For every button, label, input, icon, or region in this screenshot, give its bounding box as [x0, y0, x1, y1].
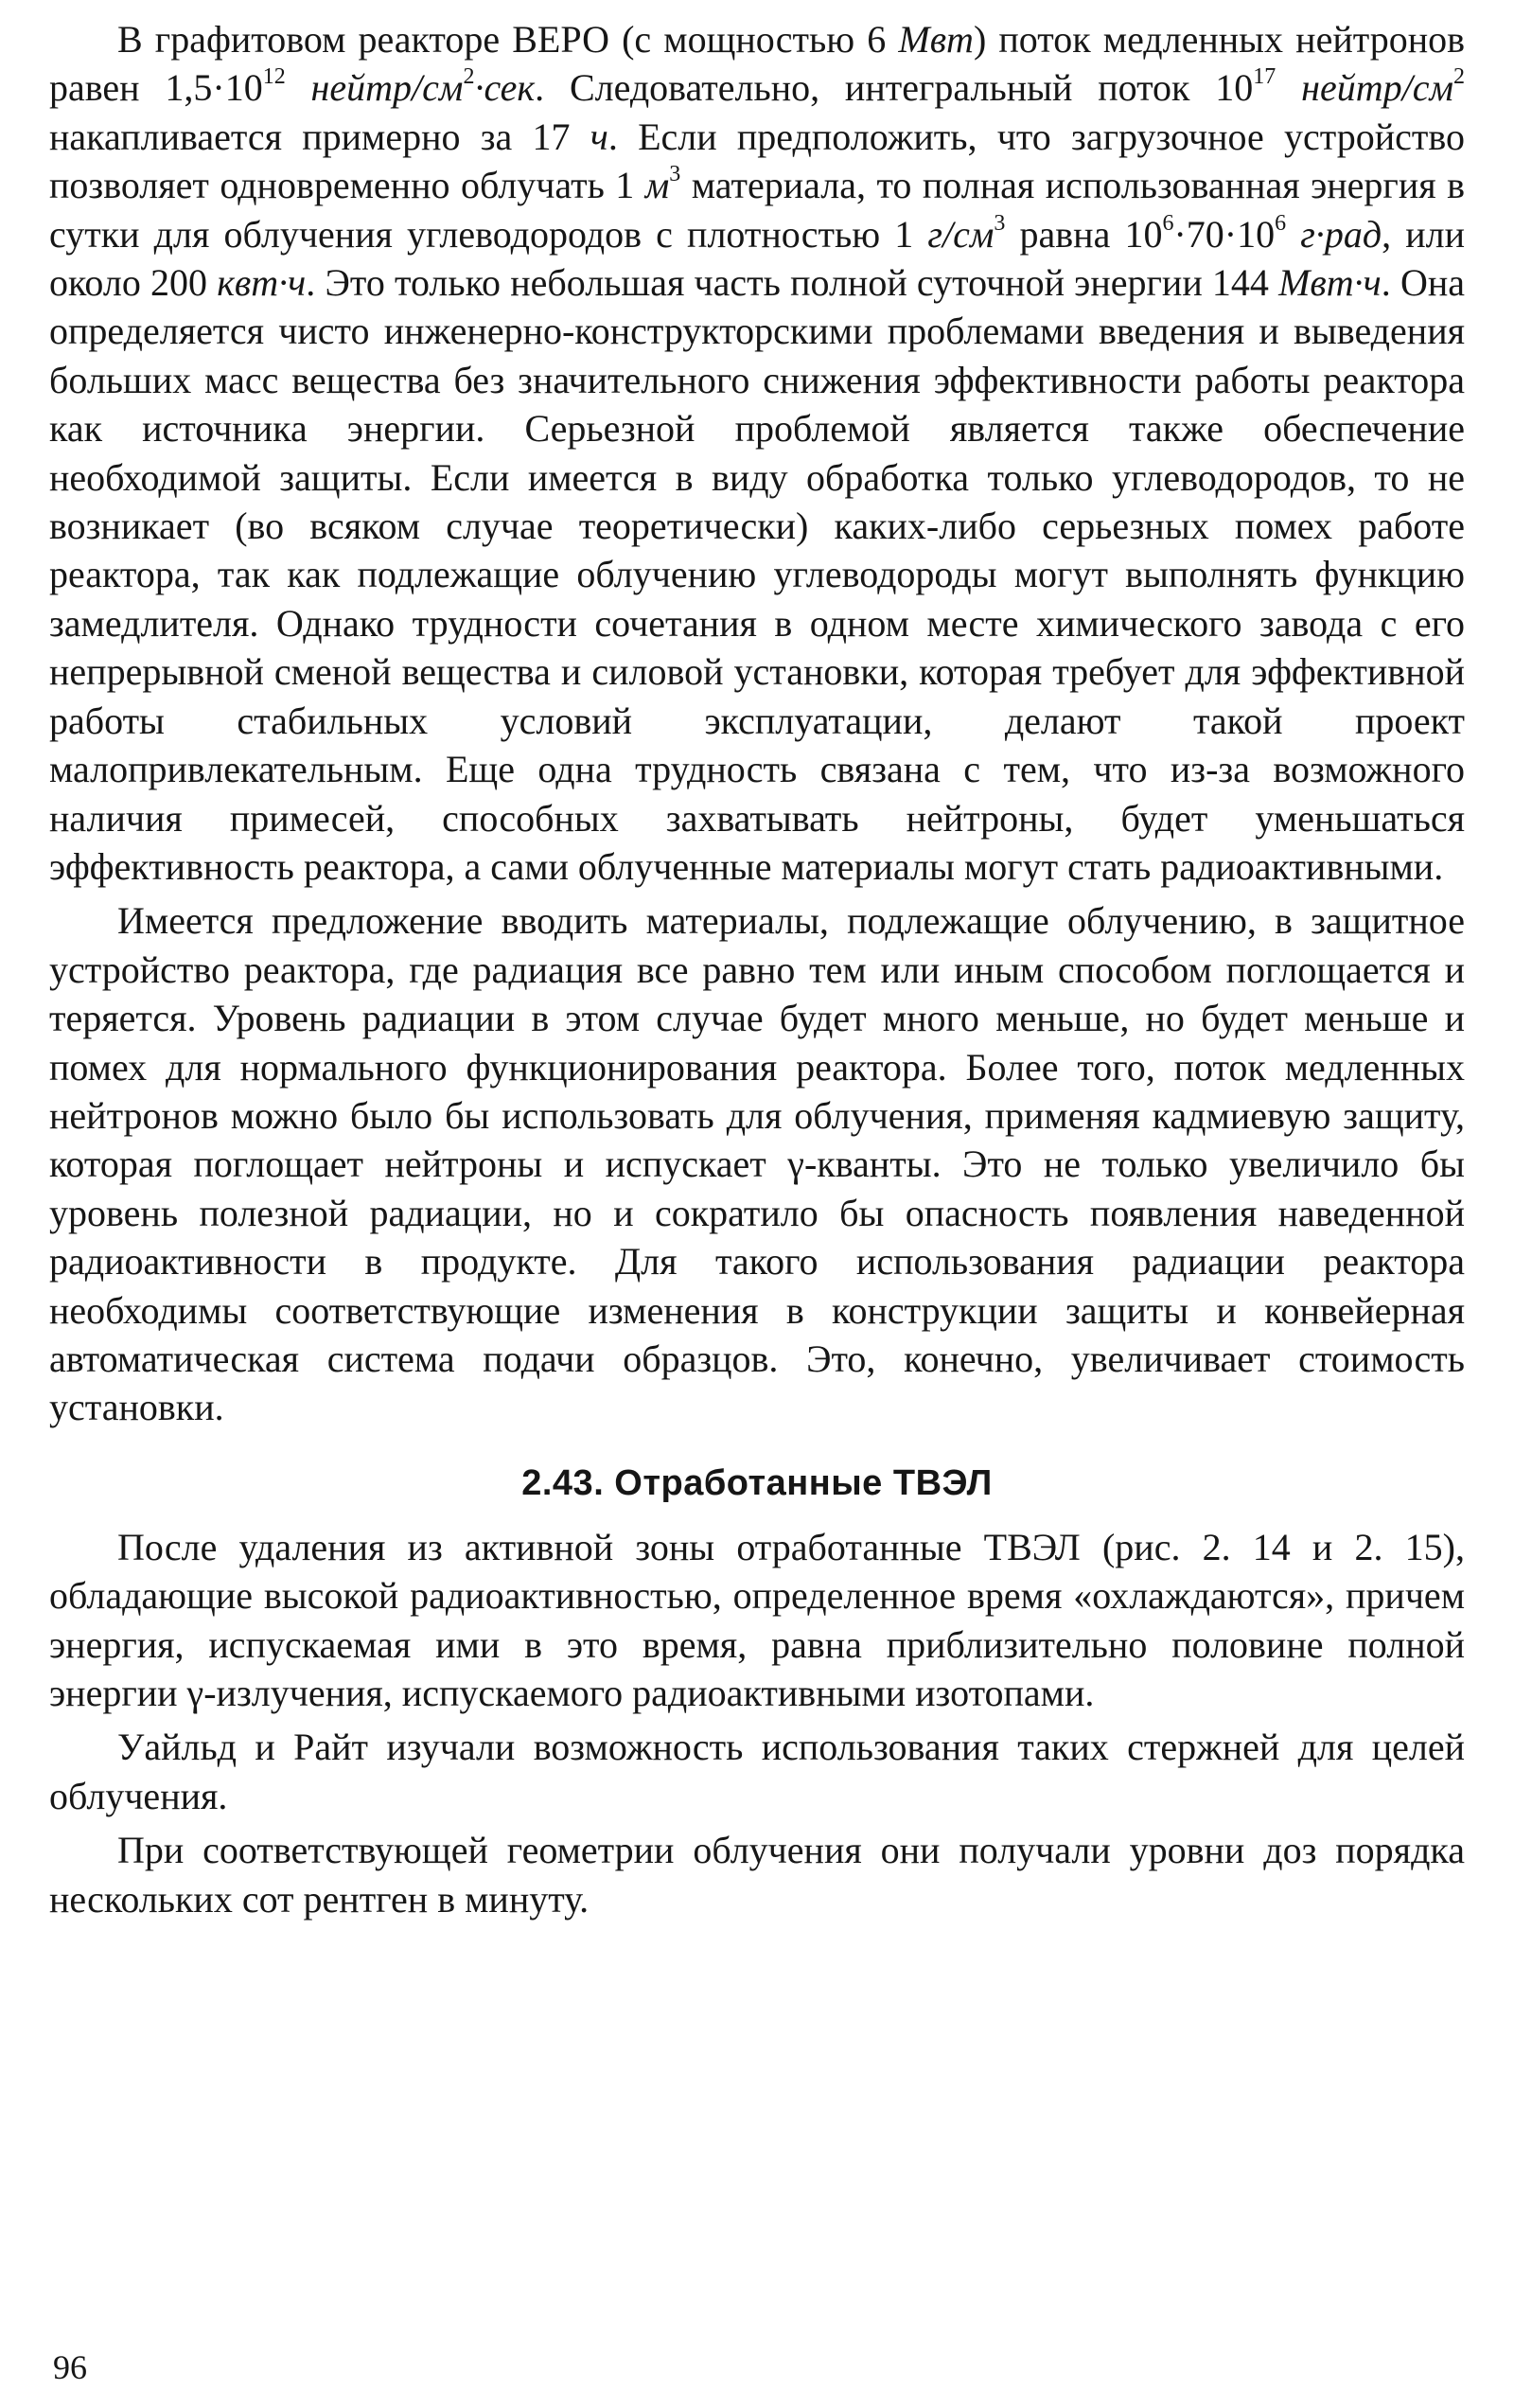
unit-g-rad: г·рад	[1300, 212, 1382, 256]
text-run: материала, то полная использованная энергия в сутки для облучения углеводородов с плотностью 1	[49, 164, 1465, 256]
text-run: ) поток медленных нейтронов равен 1,5·10	[49, 18, 1465, 110]
text-run: равна 10	[1005, 212, 1163, 256]
text-run	[1286, 213, 1300, 256]
unit-sec: ·сек	[474, 66, 536, 110]
paragraph-shielding-proposal	[49, 896, 1465, 1431]
paragraph-dose-levels: При соответствующей геометрии облучения они получали уровни доз порядка нескольких сот рентген в минуту.	[49, 1829, 1465, 1921]
paragraph-spent-fuel: После удаления из активной зоны отработанные ТВЭЛ (рис. 2. 14 и 2. 15), обладающие высокой радиоактивностью, определенное время «охлаждаются», причем энергия, испускаемая ими в это время, равна приблизительно половине полной энергии γ-излучения, испускаемого радиоактивными изотопами.	[49, 1525, 1465, 1714]
text-run: ·70·10	[1173, 212, 1276, 256]
unit-hour: ч	[590, 115, 608, 158]
exponent: 3	[669, 162, 681, 187]
exponent: 12	[262, 64, 286, 90]
exponent: 3	[994, 210, 1006, 236]
text-run: . Следовательно, интегральный поток 10	[535, 66, 1254, 110]
unit-density: г/см	[927, 212, 995, 256]
text-run: . Это только небольшая часть полной суточной энергии 144	[306, 261, 1279, 305]
unit-mw: Мвт	[898, 18, 974, 61]
exponent: 6	[1275, 210, 1287, 236]
unit-flux: нейтр/см	[310, 66, 464, 110]
exponent: 2	[1453, 64, 1466, 90]
page-body	[49, 15, 1465, 1923]
unit-kwh: квт·ч	[217, 261, 307, 305]
text-run: накапливается примерно за 17	[49, 115, 590, 158]
unit-flux: нейтр/см	[1301, 66, 1454, 110]
exponent: 6	[1162, 210, 1174, 236]
unit-mwh: Мвт·ч	[1278, 261, 1382, 305]
unit-m: м	[644, 164, 670, 207]
text-run: В графитовом реакторе ВЕРО (с мощностью 6	[117, 18, 899, 61]
exponent: 17	[1253, 64, 1276, 90]
text-run	[286, 66, 311, 109]
section-heading: 2.43. Отработанные ТВЭЛ	[521, 1462, 993, 1503]
page-number: 96	[53, 2348, 87, 2386]
text-run: . Она определяется чисто инженерно-конструкторскими проблемами введения и выведения больших масс вещества без значительного снижения эффективности работы реактора как источника энергии. Серьезной проблемой является также обеспечение необходимой защиты. Если имеется в виду обработка только углеводородов, то не возникает (во всяком случае теоретически) каких-либо серьезных помех работе реактора, так как подлежащие облучению углеводороды могут выполнять функцию замедлителя. Однако трудности сочетания в одном месте химического завода с его непрерывной сменой вещества и силовой установки, которая требует для эффективной работы стабильных условий эксплуатации, делают такой проект малопривлекательным. Еще одна трудность связана с тем, что из-за возможного наличия примесей, способных захватывать нейтроны, будет уменьшаться эффективность реактора, а сами облученные материалы могут стать радиоактивными.	[49, 261, 1465, 888]
text-run: . Если предположить, что загрузочное устройство позволяет одновременно облучать 1	[49, 115, 1465, 207]
exponent: 2	[463, 64, 475, 90]
text-run	[1276, 66, 1301, 109]
text-run: Имеется предложение вводить материалы, подлежащие облучению, в защитное устройство реактора, где радиация все равно тем или иным способом поглощается и теряется. Уровень радиации в этом случае будет много меньше, но будет меньше и помех для нормального функционирования реактора. Более того, поток медленных нейтронов можно было бы использовать для облучения, применяя кадмиевую защиту, которая поглощает нейтроны и испускает γ-кванты. Это не только увеличило бы уровень полезной радиации, но и сократило бы опасность появления наведенной радиоактивности в продукте. Для такого использования радиации реактора необходимы соответствующие изменения в конструкции защиты и конвейерная автоматическая система подачи образцов. Это, конечно, увеличивает стоимость установки.	[49, 899, 1465, 1429]
paragraph-reactor-vero	[49, 15, 1465, 891]
text-run: , или около 200	[49, 212, 1465, 305]
paragraph-wild-wright: Уайльд и Райт изучали возможность использования таких стержней для целей облучения.	[49, 1726, 1465, 1817]
